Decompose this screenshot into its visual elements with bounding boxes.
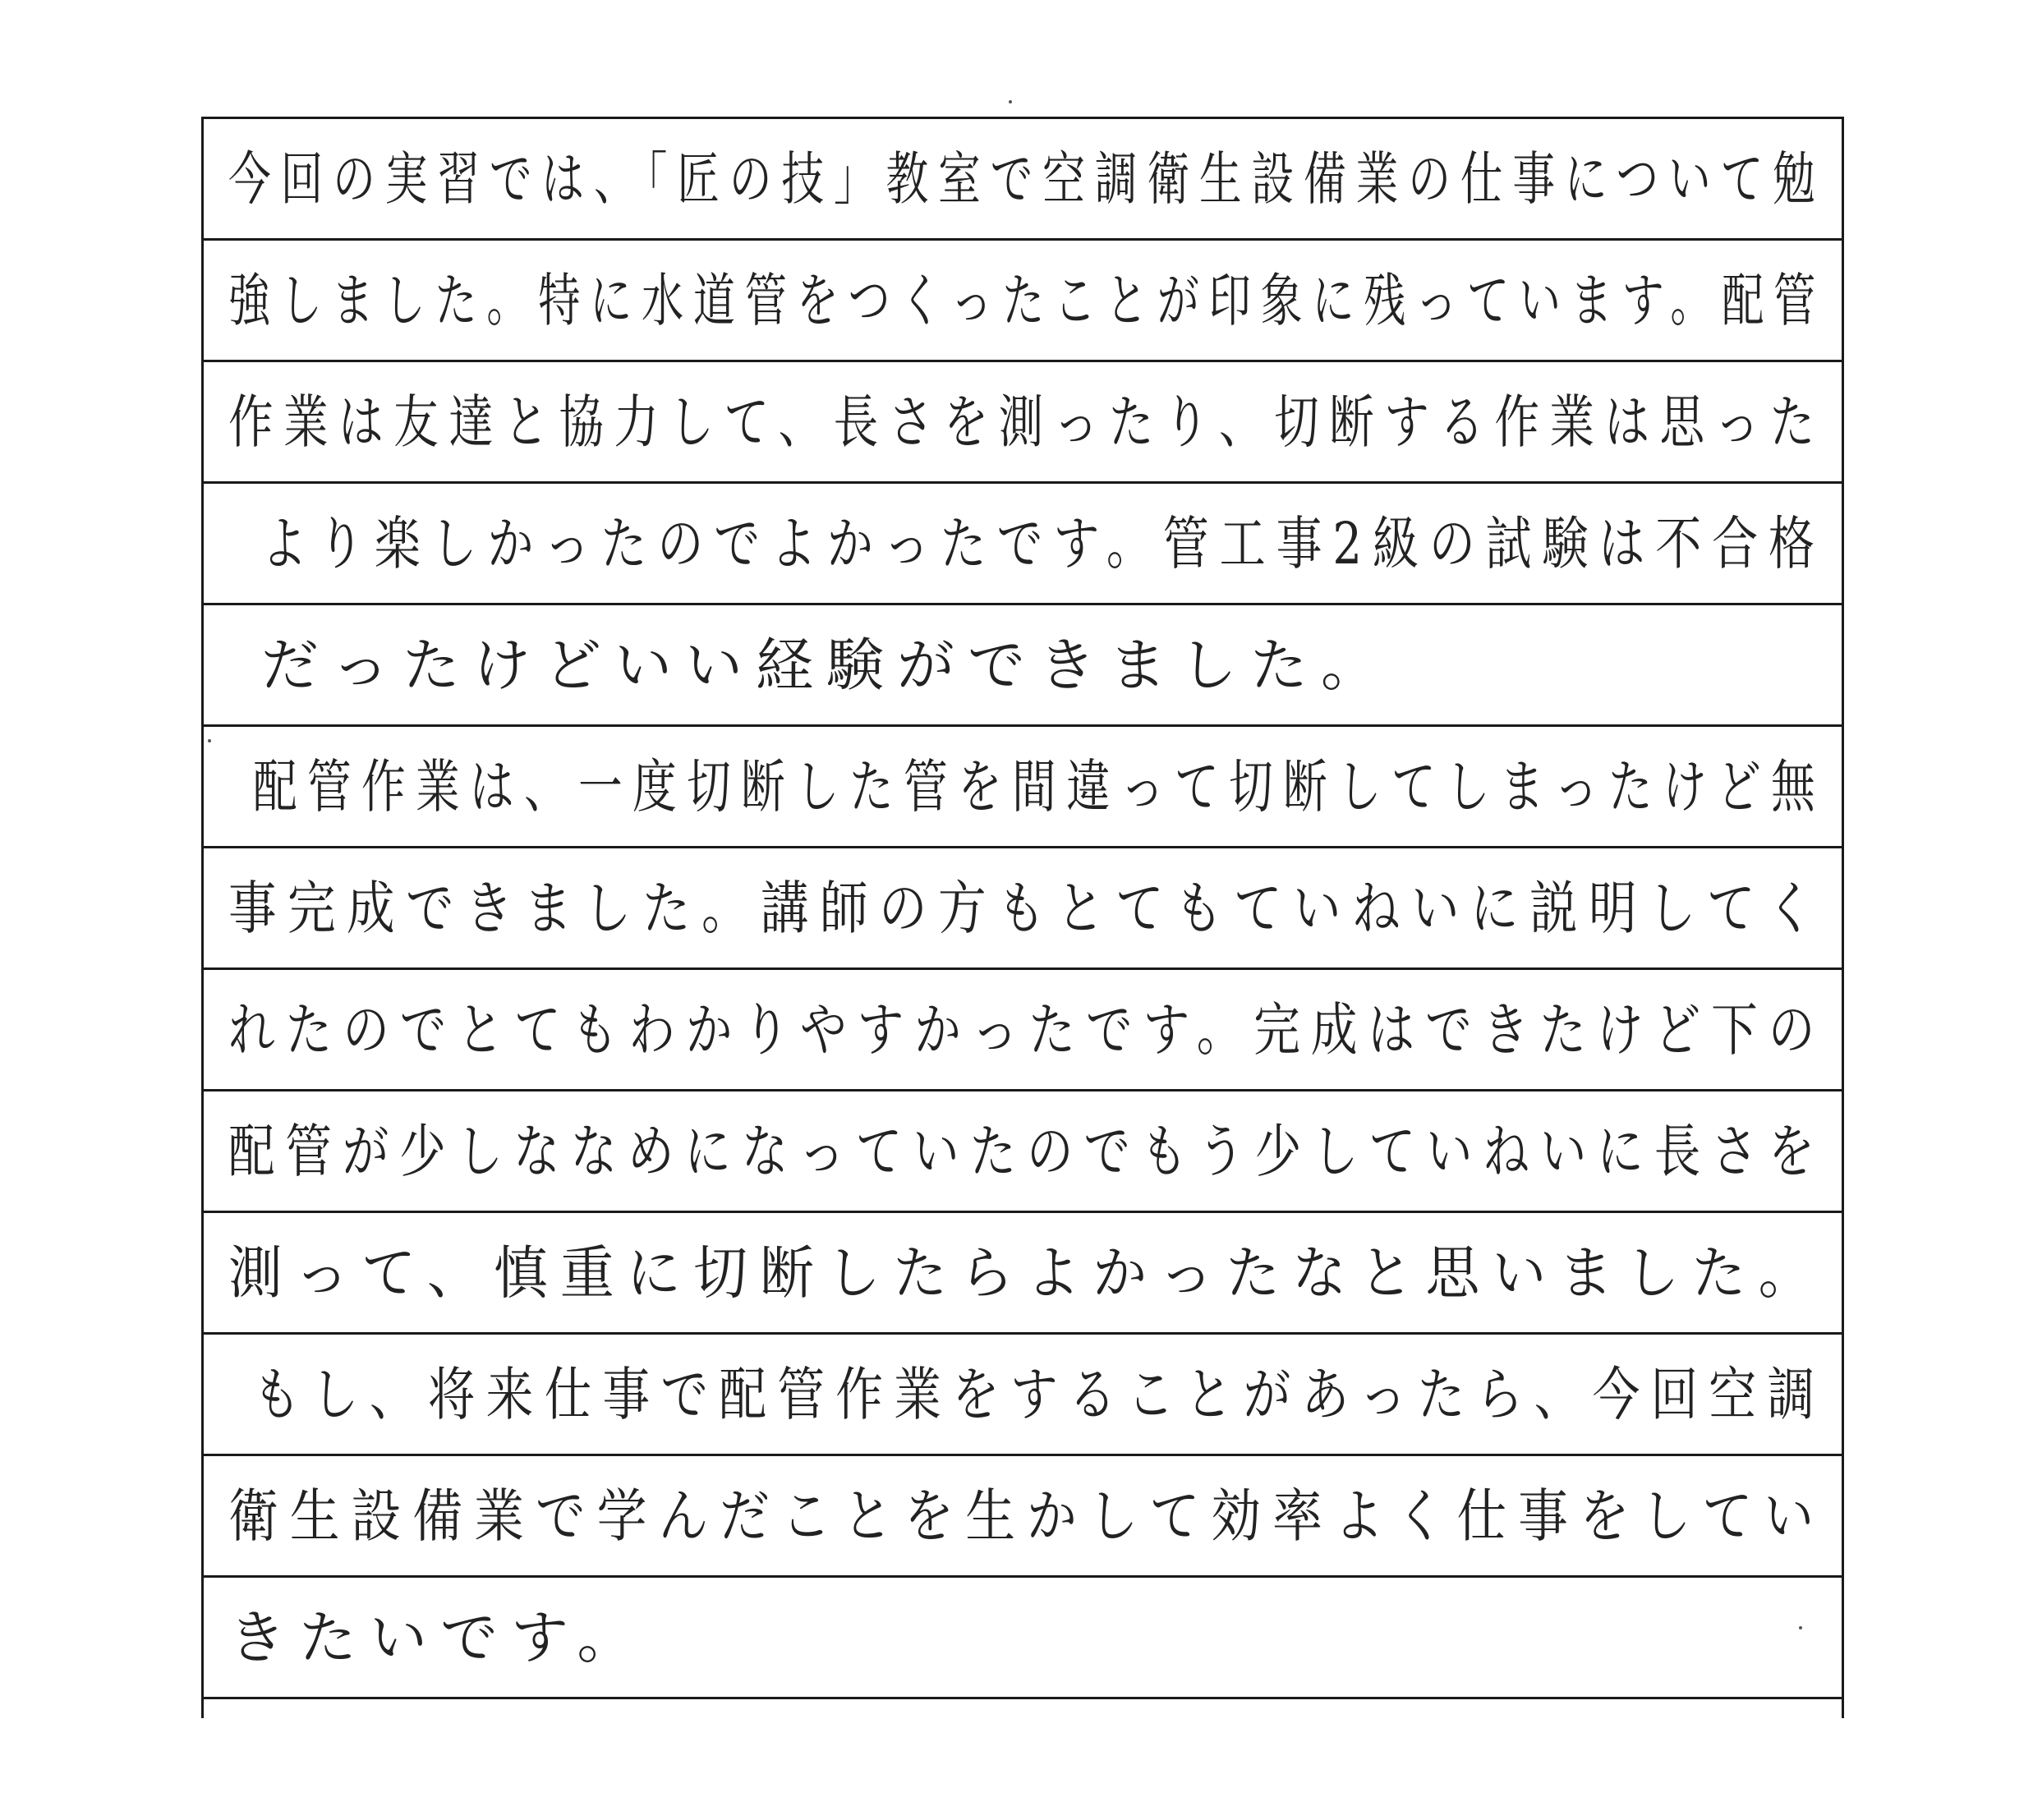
essay-line: 今回の実習では、「匠の技」教室で空調衛生設備業の仕事について勉 [228,145,1825,213]
essay-line: だったけどいい経験ができました。 [261,632,1391,699]
essay-line: 配管作業は、一度切断した管を間違って切断してしまったけど無 [253,753,1825,820]
essay-line: 強しました。特に水道管をつくったことが印象に残っています。配管 [228,267,1825,334]
essay-line: 作業は友達と協力して、長さを測ったり、切断する作業は思った [228,388,1825,456]
essay-line: もし、将来仕事で配管作業をすることがあったら、今回空調 [253,1361,1826,1428]
essay-line: れたのでとてもわかりやすかったです。完成はできたけど下の [228,996,1826,1064]
essay-line: 配管が少しななめになっていたのでもう少していねいに長さを [228,1118,1825,1185]
essay-line [228,1698,1825,1820]
lined-writing-sheet [201,117,1844,1718]
essay-line: 測って、慎重に切断したらよかったなと思いました。 [228,1239,1825,1307]
essay-line: 衛生設備業で学んだことを生かして効率よく仕事をしてい [228,1482,1825,1550]
essay-line: 事完成できました。講師の方もとてもていねいに説明してく [228,875,1825,942]
paper-speck [1009,100,1012,103]
essay-line: より楽しかったのでよかったです。管工事2級の試験は不合格 [261,510,1825,577]
paper-speck [208,739,211,742]
paper-speck [1799,1626,1802,1629]
essay-line: きたいです。 [228,1604,648,1671]
